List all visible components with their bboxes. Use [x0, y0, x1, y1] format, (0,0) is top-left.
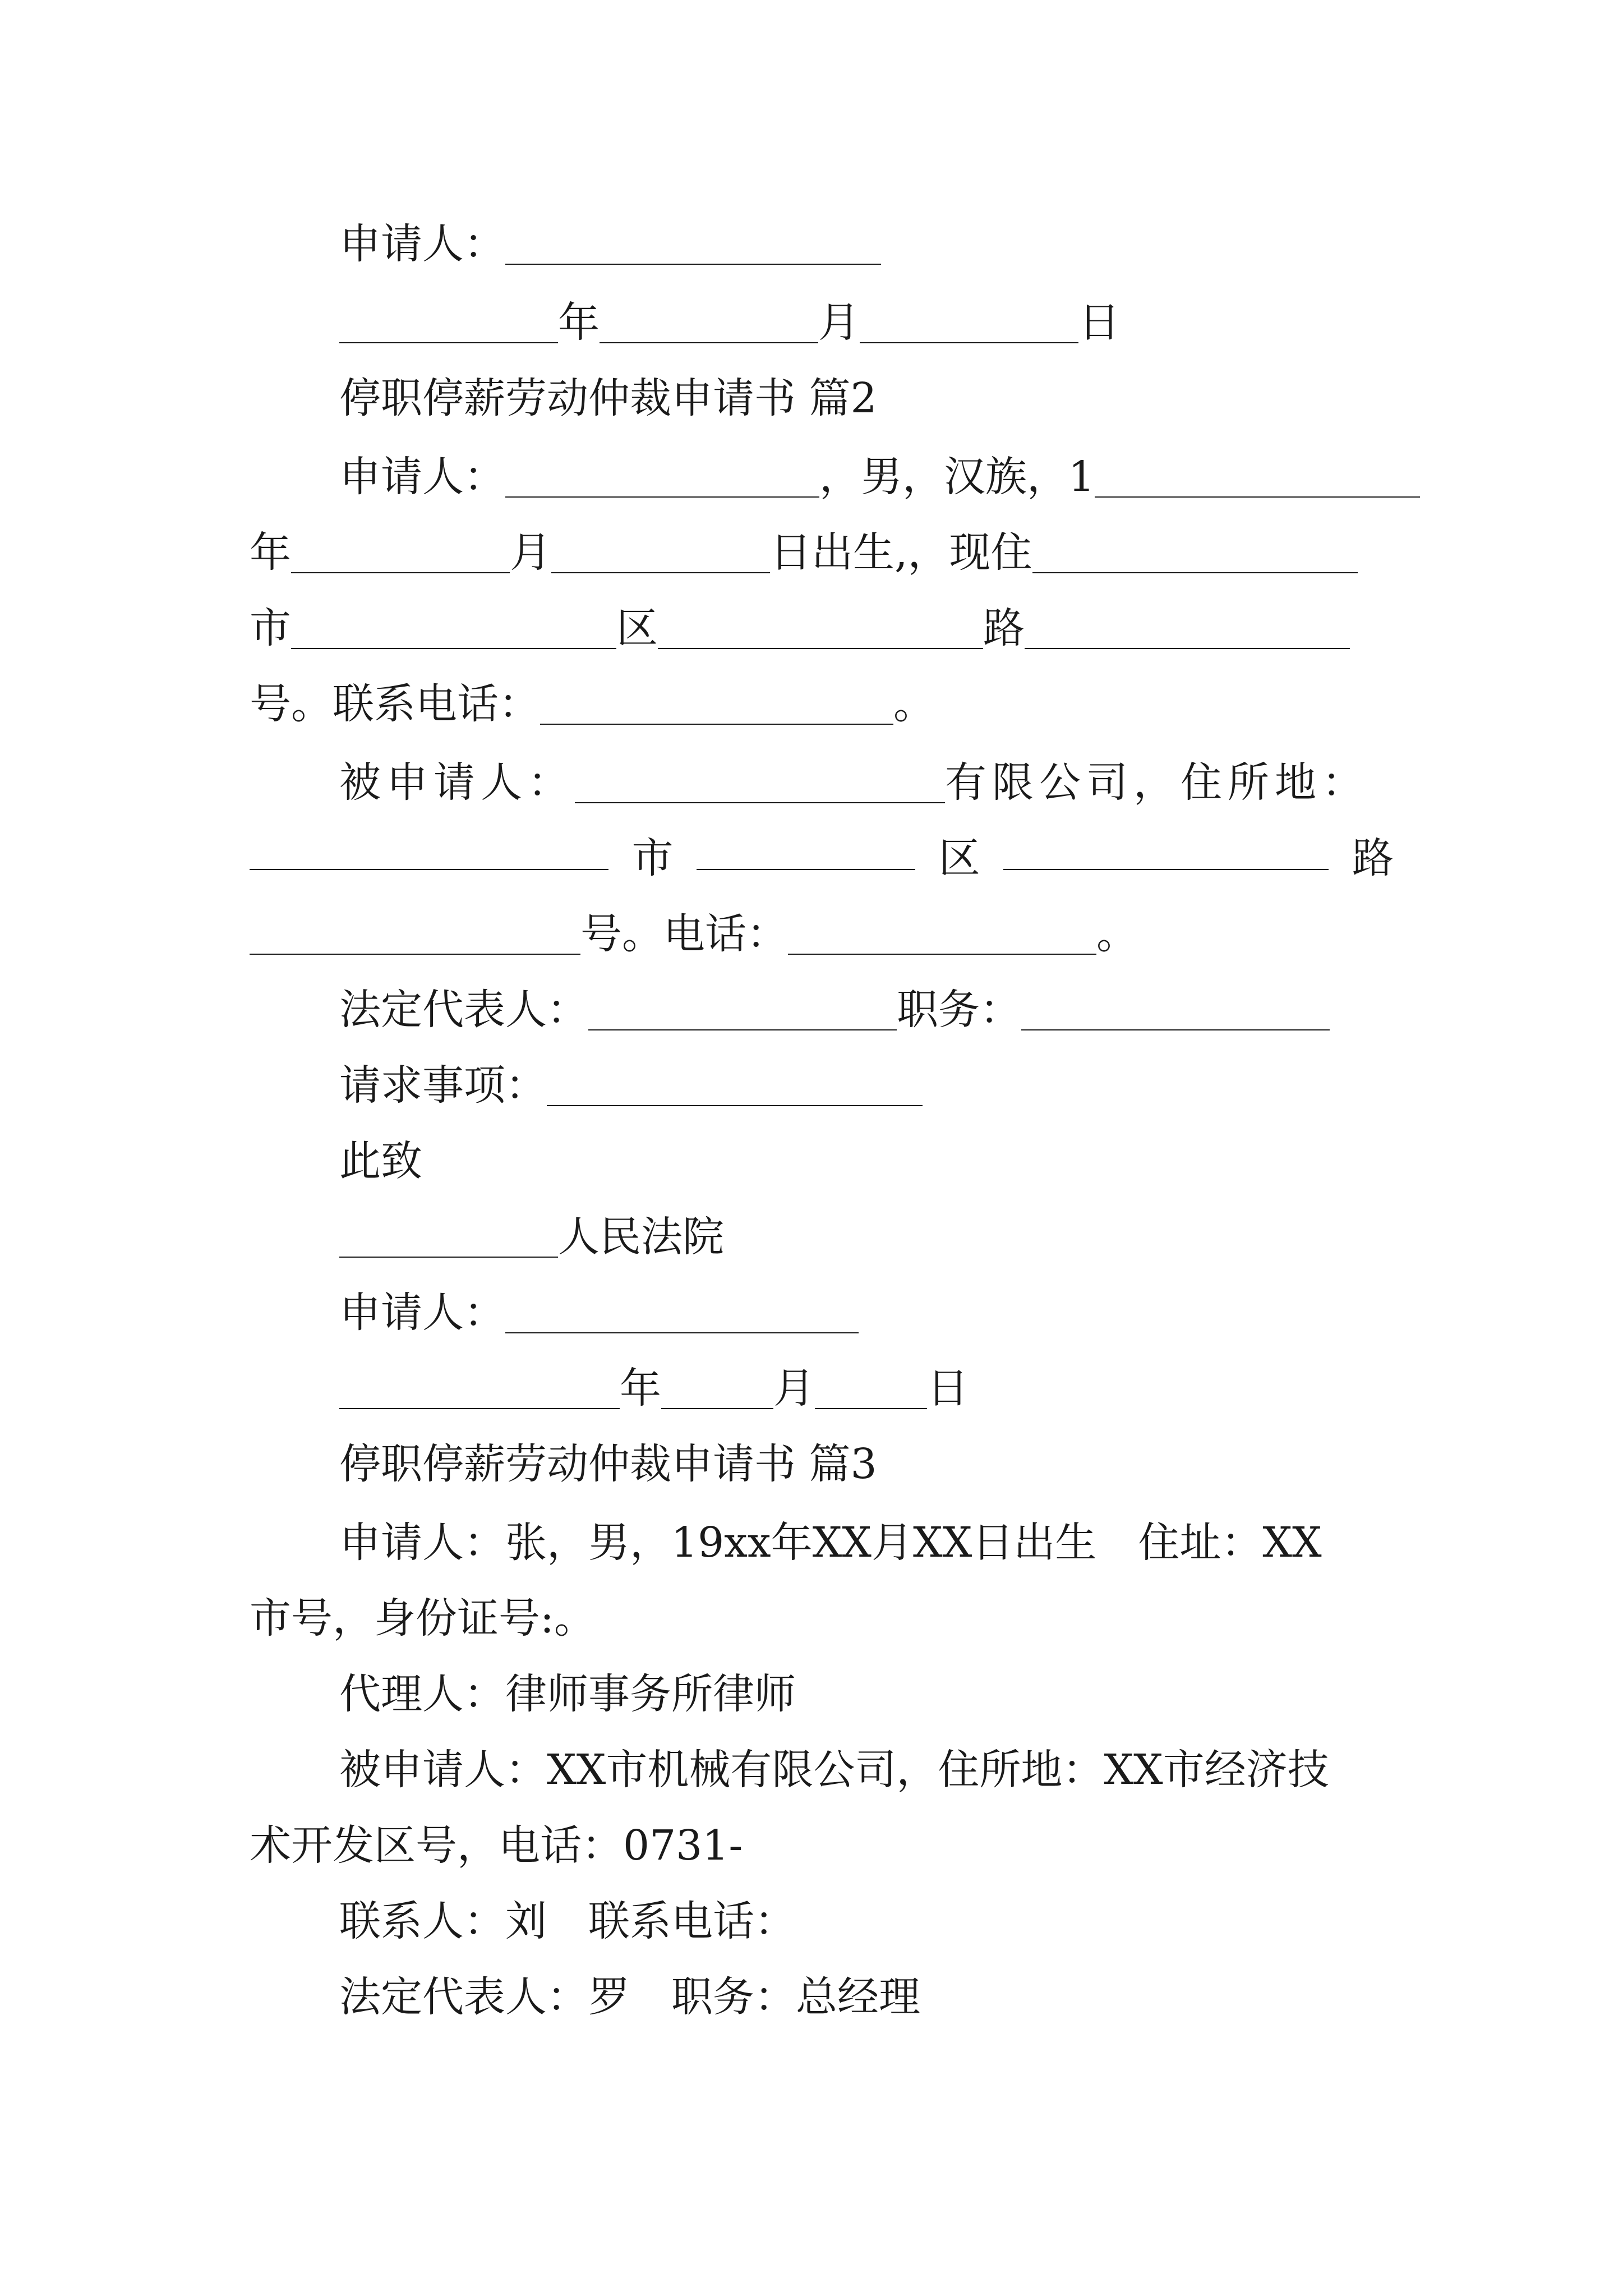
section-title: 停职停薪劳动仲裁申请书 篇3 [339, 1440, 877, 1488]
blank-field [697, 827, 915, 870]
phone-label: 号。电话： [580, 910, 788, 958]
respondent-line: 被申请人：XX市机械有限公司，住所地：XX市经济技 [339, 1746, 1329, 1794]
blank-field [505, 455, 819, 498]
request-label: 请求事项： [339, 1061, 547, 1110]
legal-rep-label: 法定代表人： [339, 986, 588, 1034]
blank-field [250, 827, 608, 870]
period: 。 [893, 680, 935, 728]
blank-field [291, 531, 510, 573]
district-label: 区 [616, 604, 658, 652]
applicant-line: 申请人：张，男，19xx年XX月XX日出生 住址：XX [339, 1519, 1322, 1567]
blank-field [658, 606, 983, 649]
blank-field [600, 301, 818, 343]
salutation: 此致 [339, 1137, 422, 1185]
month-label: 月 [818, 298, 860, 347]
blank-field [339, 1215, 558, 1258]
blank-field [547, 1064, 923, 1106]
year-label: 年 [250, 528, 291, 577]
respondent-company: 有限公司，住所地： [945, 758, 1369, 807]
blank-field [291, 606, 616, 649]
address-line [250, 597, 1350, 659]
blank-field [339, 301, 558, 343]
date-line [339, 1358, 969, 1419]
district-label: 区 [938, 834, 980, 882]
blank-field [505, 1291, 859, 1333]
period: 。 [1096, 910, 1138, 958]
applicant-label: 申请人： [339, 453, 505, 501]
birth-line [250, 522, 1358, 583]
blank-field [588, 988, 897, 1030]
day-label: 日 [1078, 298, 1120, 347]
blank-field [1003, 827, 1329, 870]
city-label: 市 [250, 604, 291, 652]
blank-field [1095, 455, 1420, 498]
respondent-label: 被申请人： [339, 758, 575, 807]
applicant-signature-line [339, 213, 881, 275]
respondent-address-line [250, 827, 1394, 889]
birth-residence-label: 日出生,，现住 [770, 528, 1032, 577]
blank-field [1032, 531, 1358, 573]
applicant-signature-line [339, 1282, 859, 1343]
court-label: 人民法院 [558, 1213, 724, 1261]
blank-field [339, 1366, 620, 1409]
applicant-label: 申请人： [339, 220, 505, 268]
blank-field [860, 301, 1078, 343]
applicant-details: ，男，汉族，1 [819, 453, 1095, 501]
date-line [339, 292, 1120, 353]
blank-field [815, 1366, 927, 1409]
blank-field [540, 682, 893, 725]
road-label: 路 [1352, 834, 1394, 882]
applicant-line-continued: 市号，身份证号:。 [250, 1594, 596, 1642]
blank-field [551, 531, 770, 573]
blank-field [575, 761, 945, 803]
blank-field [1021, 988, 1330, 1030]
position-label: 职务： [897, 986, 1021, 1034]
court-line [339, 1206, 724, 1268]
city-label: 市 [631, 834, 674, 882]
respondent-phone-line [250, 903, 1138, 965]
month-label: 月 [510, 528, 551, 577]
blank-field [661, 1366, 773, 1409]
legal-rep-line: 法定代表人：罗 职务：总经理 [339, 1973, 920, 2021]
legal-rep-line [339, 979, 1330, 1041]
road-label: 路 [983, 604, 1025, 652]
applicant-label: 申请人： [339, 1289, 505, 1337]
respondent-line [339, 752, 1369, 813]
section-title: 停职停薪劳动仲裁申请书 篇2 [339, 374, 877, 422]
year-label: 年 [558, 298, 600, 347]
blank-field [1025, 606, 1350, 649]
phone-line [250, 673, 935, 735]
agent-line: 代理人：律师事务所律师 [339, 1670, 796, 1718]
year-label: 年 [620, 1364, 661, 1412]
applicant-line [339, 446, 1420, 508]
month-label: 月 [773, 1364, 815, 1412]
respondent-line-continued: 术开发区号，电话：0731- [250, 1821, 743, 1870]
request-line [339, 1055, 923, 1116]
contact-line: 联系人：刘 联系电话： [339, 1897, 796, 1945]
phone-label: 号。联系电话： [250, 680, 540, 728]
blank-field [250, 912, 580, 955]
blank-field [788, 912, 1096, 955]
day-label: 日 [927, 1364, 969, 1412]
blank-field [505, 222, 881, 265]
